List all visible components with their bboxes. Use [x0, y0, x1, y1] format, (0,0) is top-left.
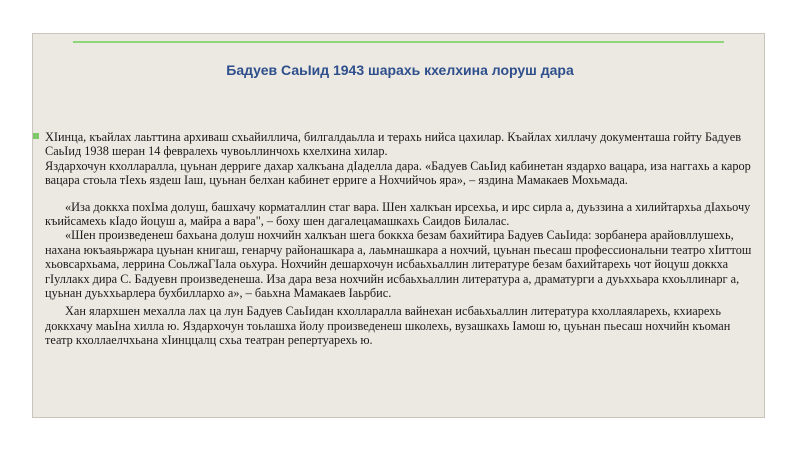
decorative-top-line: [73, 41, 724, 43]
bullet-marker: [33, 133, 39, 139]
paragraph-1: [45, 130, 757, 159]
slide-body: [45, 130, 757, 360]
paragraph-2: Яздархочун кхолларалла, цуьнан дерриге дахар халкъана дӀаделла дара. «Бадуев СаьӀид кабинетан яздархо вацара, иза наггахь а карор вацара стоьла тӀехь яздеш Ӏаш, цуьнан белхан кабинет ерриге а Нохчийчоь яра», – яздина Мамакаев Мохьмада.: [45, 158, 751, 188]
paragraph-1-text: ХӀинца, къайлах лаьттина архиваш схьайиллича, билгалдаьлла и терахь нийса цахилар. Къайлах хиллачу документаша гойту Бадуев СаьӀид 1938 шеран 14 февралехь чувоьллинчохь кхелхина хилар.: [45, 130, 742, 159]
paragraph-4: «Шен произведенеш бахьана долуш нохчийн халкъан шега боккха безам бахийтира Бадуев СаьӀида: зорбанера арайовллушехь, нахана юкъаяьржара цуьнан книгаш, генарчу районашкара а, лаьмнашкара а нохчий, цуьнан пьесаш профессиональни театро хӀиттош хьовсархьама, леррина СоьлжаГӀала оьхура. Нохчийн дешархочун исбаьхьаллин литературе безам бахийтарехь чот йоцуш доккха гӀуллакх дира С. Бадуевн произведенеша. Иза дара веза нохчийн исбаьхьаллин литература а, драматурги а дуьххьара кхоьллинарг а, цуьнан дуьххьарлера бухбиллархо а», – баьхна Мамакаев Ӏаьрбис.: [45, 228, 752, 301]
paragraph-3: «Иза доккха похӀма долуш, башхачу корматаллин стаг вара. Шен халкъан ирсехьа, и ирс сирла а, дуьззина а хилийтархьа дӀахьочу къийсамехь кӀадо йоцуш а, майра а вара", – боху шен дагалецамашкахь Саидов Билалас.: [45, 199, 751, 229]
slide-title: Бадуев СаьӀид 1943 шарахь кхелхина лоруш дара: [226, 62, 574, 78]
paragraph-5: Хан ялархшен мехалла лах ца лун Бадуев СаьӀидан кхолларалла вайнехан исбаьхьаллин литература кхоллаяларехь, кхиарехь доккхачу маьӀна хилла ю. Яздархочун тоьлашха йолу произведенеш школехь, вузашкахь Ӏамош ю, цуьнан пьесаш нохчийн къоман театр кхоллаелчхьана хӀинццалц схьа театран репертуарехь ю.: [45, 304, 731, 348]
